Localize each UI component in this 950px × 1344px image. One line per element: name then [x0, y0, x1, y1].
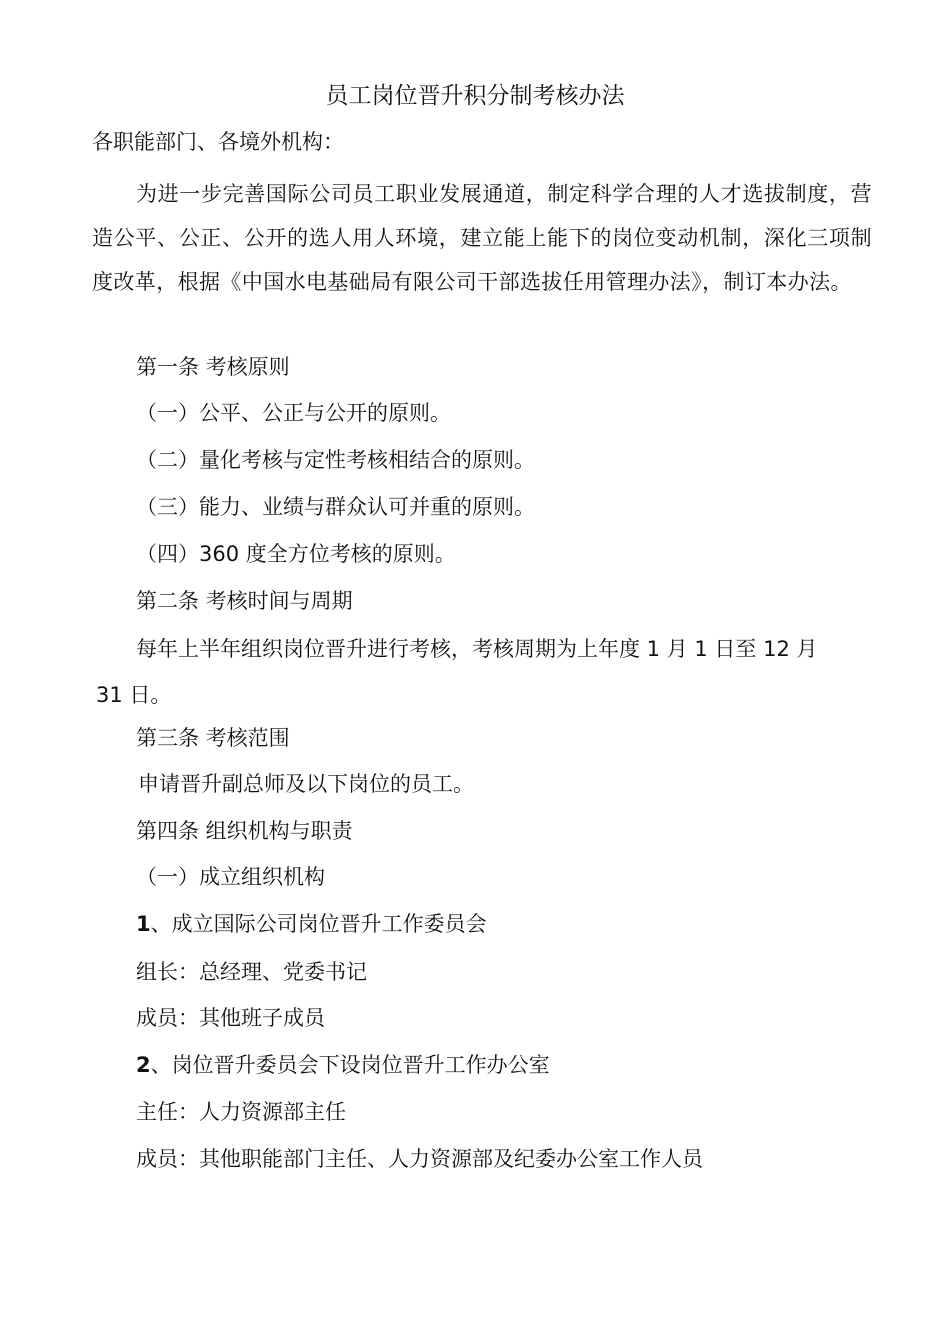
article4-item2-text: 、岗位晋升委员会下设岗位晋升工作办公室	[150, 1053, 550, 1077]
article2-heading: 第二条 考核时间与周期	[136, 589, 353, 613]
article4-item2-number: 2	[136, 1053, 151, 1077]
article1-item-3: （三）能力、业绩与群众认可并重的原则。	[136, 495, 535, 519]
committee-leader: 组长：总经理、党委书记	[136, 960, 367, 984]
article3-heading: 第三条 考核范围	[136, 726, 290, 750]
office-members: 成员：其他职能部门主任、人力资源部及纪委办公室工作人员	[136, 1147, 703, 1171]
article1-item-2: （二）量化考核与定性考核相结合的原则。	[136, 448, 535, 472]
document-title: 员工岗位晋升积分制考核办法	[325, 83, 625, 109]
article1-item-4: （四）360 度全方位考核的原则。	[136, 542, 456, 566]
article1-heading: 第一条 考核原则	[136, 355, 290, 379]
article4-subheading: （一）成立组织机构	[136, 865, 325, 889]
article3-text: 申请晋升副总师及以下岗位的员工。	[138, 772, 474, 796]
article1-item-1: （一）公平、公正与公开的原则。	[136, 401, 451, 425]
committee-members: 成员：其他班子成员	[136, 1006, 325, 1030]
salutation: 各职能部门、各境外机构：	[92, 130, 344, 154]
article4-item1-text: 、成立国际公司岗位晋升工作委员会	[150, 912, 487, 936]
article4-item1	[136, 909, 487, 939]
office-director: 主任：人力资源部主任	[136, 1100, 346, 1124]
article4-item2	[136, 1050, 550, 1080]
intro-paragraph: 为进一步完善国际公司员工职业发展通道，制定科学合理的人才选拔制度，营造公平、公正、公开的选人用人环境，建立能上能下的岗位变动机制，深化三项制度改革，根据《中国水电基础局有限公司干部选拔任用管理办法》，制订本办法。	[92, 182, 872, 294]
article4-heading: 第四条 组织机构与职责	[136, 819, 353, 843]
article4-item1-number: 1	[136, 912, 151, 936]
article2-text-line1: 每年上半年组织岗位晋升进行考核，考核周期为上年度 1 月 1 日至 12 月	[136, 637, 818, 661]
article2-text-line2: 31 日。	[96, 683, 172, 707]
